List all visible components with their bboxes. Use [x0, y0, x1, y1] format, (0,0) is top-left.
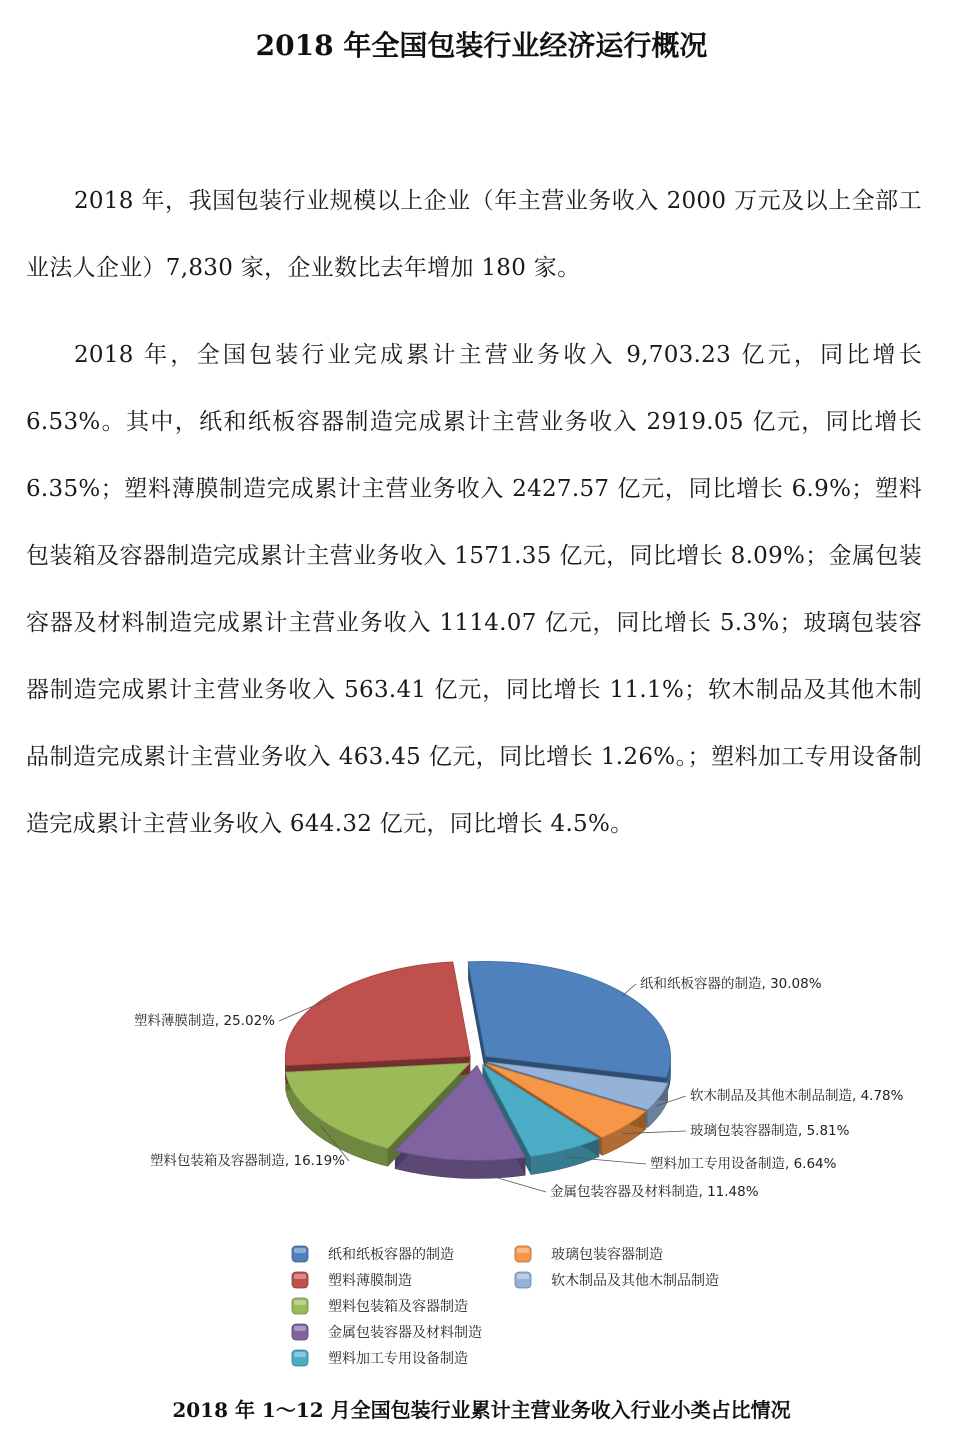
legend-label-1-0: 玻璃包装容器制造 [551, 1247, 663, 1263]
revenue-share-pie-chart [0, 950, 963, 1390]
slice-label-2: 玻璃包装容器制造, 5.81% [690, 1123, 850, 1139]
slice-label-6: 塑料薄膜制造, 25.02% [133, 1013, 275, 1029]
slice-label-1: 软木制品及其他木制品制造, 4.78% [690, 1088, 904, 1104]
chart-caption: 2018 年 1～12 月全国包装行业累计主营业务收入行业小类占比情况 [172, 1398, 791, 1422]
legend-label-0-2: 塑料包装箱及容器制造 [328, 1299, 468, 1315]
leader-line-0 [622, 984, 636, 996]
pie-slice-6 [285, 962, 470, 1066]
document-title: 2018 年全国包装行业经济运行概况 [255, 29, 708, 62]
slice-label-4: 金属包装容器及材料制造, 11.48% [550, 1184, 759, 1200]
chart-legend [292, 1246, 719, 1367]
legend-label-0-1: 塑料薄膜制造 [328, 1273, 412, 1289]
legend-label-0-0: 纸和纸板容器的制造 [328, 1247, 454, 1263]
slice-label-3: 塑料加工专用设备制造, 6.64% [650, 1156, 837, 1172]
legend-label-0-3: 金属包装容器及材料制造 [328, 1325, 482, 1341]
slice-label-0: 纸和纸板容器的制造, 30.08% [640, 976, 822, 992]
legend-label-0-4: 塑料加工专用设备制造 [328, 1351, 468, 1367]
slice-label-5: 塑料包装箱及容器制造, 16.19% [149, 1153, 345, 1169]
paragraph-enterprises: 2018 年，我国包装行业规模以上企业（年主营业务收入 2000 万元及以上全部工业法人企业）7,830 家，企业数比去年增加 180 家。 [26, 188, 922, 281]
legend-label-1-1: 软木制品及其他木制品制造 [551, 1273, 719, 1289]
pie-layer [285, 961, 670, 1178]
paragraph-revenue: 2018 年，全国包装行业完成累计主营业务收入 9,703.23 亿元，同比增长 6.53%。其中，纸和纸板容器制造完成累计主营业务收入 2919.05 亿元，同比增长 6.35%；塑料薄膜制造完成累计主营业务收入 2427.57 亿元，同比增长 6.9%；塑料包装箱及容器制造完成累计主营业务收入 1571.35 亿元，同比增长 8.09%；金属包装容器及材料制造完成累计主营业务收入 1114.07 亿元，同比增长 5.3%；玻璃包装容器制造完成累计主营业务收入 563.41 亿元，同比增长 11.1%；软木制品及其他木制品制造完成累计主营业务收入 463.45 亿元，同比增长 1.26%。；塑料加工专用设备制造完成累计主营业务收入 644.32 亿元，同比增长 4.5%。 [26, 342, 922, 837]
